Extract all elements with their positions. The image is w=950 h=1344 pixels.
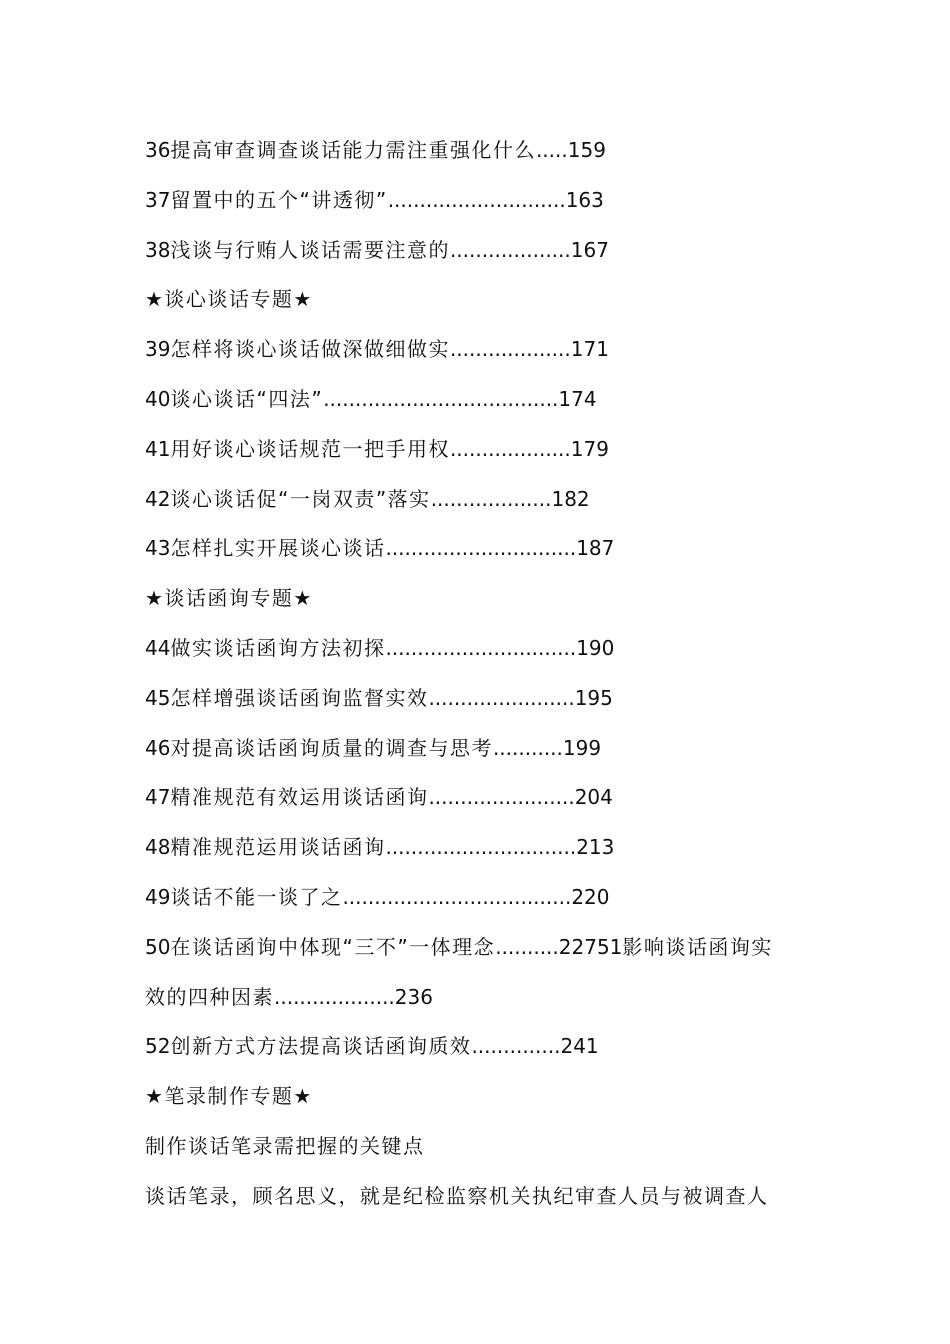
entry-leader: .......... — [495, 934, 559, 959]
toc-entry-38 — [145, 226, 815, 276]
entry-number: 41 — [145, 436, 171, 461]
entry-number: 36 — [145, 138, 171, 162]
entry-leader: ....................... — [428, 685, 575, 710]
toc-entry-51-continued — [145, 973, 815, 1023]
entry-leader: .............................. — [385, 835, 577, 860]
entry-number: 49 — [145, 884, 171, 909]
entry-leader: ................... — [274, 984, 395, 1009]
entry-page-number: 220 — [571, 884, 610, 909]
entry-number: 45 — [145, 685, 171, 710]
entry-leader: ................... — [449, 337, 571, 362]
entry-page-number: 174 — [558, 386, 597, 411]
entry-title: 做实谈话函询方法初探 — [170, 635, 386, 660]
entry-title: 精准规范有效运用谈话函询 — [170, 785, 429, 810]
toc-entry-52 — [145, 1022, 815, 1072]
entry-page-number: 187 — [576, 536, 615, 561]
entry-number: 37 — [145, 187, 171, 212]
entry-page-number: 182 — [551, 486, 590, 511]
toc-entry-40 — [145, 375, 815, 425]
entry-number: 38 — [145, 237, 171, 262]
entry-page-number: 171 — [570, 337, 609, 362]
toc-entry-47 — [145, 773, 815, 823]
entry-leader: ..................................... — [323, 386, 559, 411]
toc-entry-39 — [145, 325, 815, 375]
entry-number: 44 — [145, 635, 171, 660]
entry-title: 怎样增强谈话函询监督实效 — [170, 685, 429, 710]
section-heading-talk-inquiry: ★谈话函询专题★ — [145, 586, 313, 611]
entry-page-number: 163 — [565, 187, 604, 212]
entry-leader: ....................... — [428, 785, 575, 810]
entry-leader: ................... — [449, 436, 571, 461]
entry-title: 在谈话函询中体现“三不”一体理念 — [170, 934, 496, 959]
article-title: 制作谈话笔录需把握的关键点 — [145, 1133, 425, 1158]
entry-title: 用好谈心谈话规范一把手用权 — [170, 436, 450, 461]
entry-title: 谈话不能一谈了之 — [170, 884, 343, 909]
toc-list — [145, 126, 815, 1222]
entry-page-number: 241 — [560, 1034, 599, 1059]
entry-page-number: 204 — [574, 785, 613, 810]
entry-leader: ..... — [535, 138, 568, 162]
toc-entry-41 — [145, 425, 815, 475]
entry-number: 47 — [145, 785, 171, 810]
entry-page-number: 190 — [576, 635, 615, 660]
entry-title: 谈心谈话促“一岗双责”落实 — [170, 486, 431, 511]
entry-number: 39 — [145, 337, 171, 362]
entry-leader: .............. — [471, 1034, 561, 1059]
entry-leader: ........... — [492, 735, 563, 760]
entry-title: 提高审查调查谈话能力需注重强化什么 — [170, 138, 536, 162]
toc-entry-43 — [145, 524, 815, 574]
entry-title: 创新方式方法提高谈话函询质效 — [170, 1034, 472, 1059]
entry-page-number: 159 — [567, 138, 606, 162]
entry-page-number: 167 — [570, 237, 609, 262]
entry-number: 48 — [145, 835, 171, 860]
entry-title: 怎样将谈心谈话做深做细做实 — [170, 337, 450, 362]
entry-leader: .................................... — [342, 884, 572, 909]
entry-title: 效的四种因素 — [145, 984, 274, 1009]
toc-entry-37 — [145, 176, 815, 226]
entry-title: 谈心谈话“四法” — [170, 386, 324, 411]
entry-number: 46 — [145, 735, 171, 760]
entry-page-number: 179 — [570, 436, 609, 461]
entry-number: 43 — [145, 536, 171, 561]
entry-page-number: 213 — [576, 835, 615, 860]
entry-number: 50 — [145, 934, 171, 959]
entry-page-number: 199 — [562, 735, 602, 760]
entry-page-number: 195 — [574, 685, 613, 710]
entry-title: 精准规范运用谈话函询 — [170, 835, 386, 860]
entry-number: 42 — [145, 486, 171, 511]
entry-leader: .............................. — [385, 536, 577, 561]
entry-title: 留置中的五个“讲透彻” — [170, 187, 388, 212]
toc-entry-49 — [145, 873, 815, 923]
entry-title: 浅谈与行贿人谈话需要注意的 — [170, 237, 450, 262]
toc-entry-44 — [145, 624, 815, 674]
section-heading-transcript: ★笔录制作专题★ — [145, 1084, 313, 1109]
entry-leader: .............................. — [385, 635, 577, 660]
body-text: 谈话笔录，顾名思义，就是纪检监察机关执纪审查人员与被调查人 — [145, 1183, 769, 1208]
entry-title: 对提高谈话函询质量的调查与思考 — [170, 735, 493, 760]
section-heading-talk-heart: ★谈心谈话专题★ — [145, 287, 313, 312]
entry-title: 怎样扎实开展谈心谈话 — [170, 536, 386, 561]
toc-entry-36 — [145, 126, 815, 176]
entry-number: 52 — [145, 1034, 171, 1059]
toc-entry-46 — [145, 724, 815, 774]
entry-number: 40 — [145, 386, 171, 411]
entry-leader: ................... — [430, 486, 552, 511]
entry-title-continued: 影响谈话函询实 — [622, 934, 773, 959]
toc-entry-50-51 — [145, 923, 815, 973]
toc-entry-48 — [145, 823, 815, 873]
entry-leader: ................... — [449, 237, 571, 262]
entry-page-number: 22751 — [558, 934, 623, 959]
toc-entry-45 — [145, 674, 815, 724]
entry-leader: ............................ — [387, 187, 566, 212]
toc-entry-42 — [145, 475, 815, 525]
entry-page-number: 236 — [394, 984, 433, 1009]
